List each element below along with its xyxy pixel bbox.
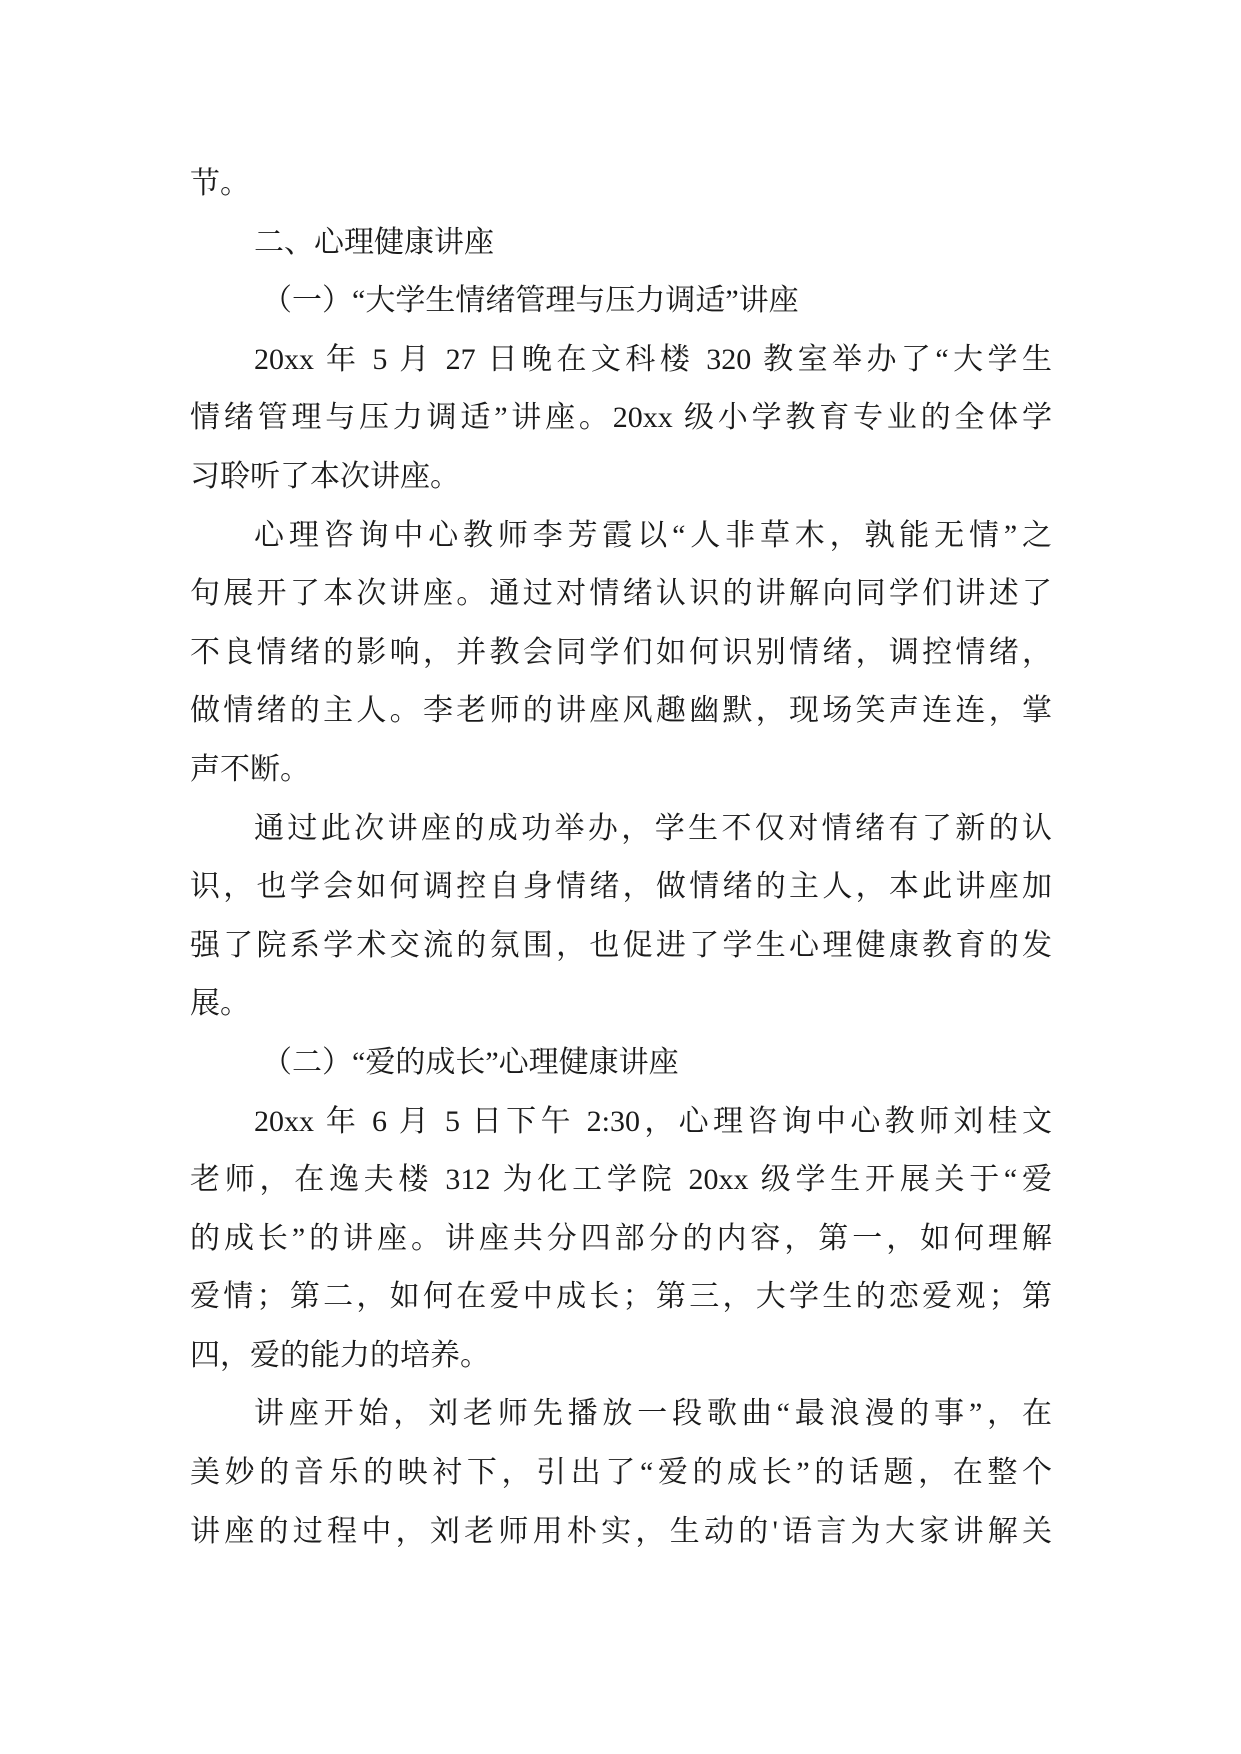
paragraph-line: 爱情；第二，如何在爱中成长；第三，大学生的恋爱观；第 xyxy=(190,1280,1052,1314)
paragraph-line: 习聆听了本次讲座。 xyxy=(190,459,460,493)
paragraph-line: 识，也学会如何调控自身情绪，做情绪的主人，本此讲座加 xyxy=(190,870,1052,904)
paragraph-line: 情绪管理与压力调适”讲座。20xx 级小学教育专业的全体学 xyxy=(190,401,1052,435)
paragraph-line: 句展开了本次讲座。通过对情绪认识的讲解向同学们讲述了 xyxy=(190,577,1052,611)
paragraph-line: 讲座的过程中，刘老师用朴实，生动的'语言为大家讲解关 xyxy=(190,1514,1052,1548)
paragraph-line: 老师，在逸夫楼 312 为化工学院 20xx 级学生开展关于“爱 xyxy=(190,1163,1052,1197)
paragraph-line: 讲座开始，刘老师先播放一段歌曲“最浪漫的事”，在 xyxy=(254,1397,1052,1431)
paragraph-line: 心理咨询中心教师李芳霞以“人非草木，孰能无情”之 xyxy=(254,518,1052,552)
paragraph-line: 20xx 年 6 月 5 日下午 2:30，心理咨询中心教师刘桂文 xyxy=(254,1104,1052,1138)
paragraph-line: 20xx 年 5 月 27 日晚在文科楼 320 教室举办了“大学生 xyxy=(254,342,1052,376)
paragraph-line: 通过此次讲座的成功举办，学生不仅对情绪有了新的认 xyxy=(254,811,1052,845)
paragraph-line: 美妙的音乐的映衬下，引出了“爱的成长”的话题，在整个 xyxy=(190,1456,1052,1490)
paragraph-line: 不良情绪的影响，并教会同学们如何识别情绪，调控情绪， xyxy=(190,635,1052,669)
paragraph-line: 声不断。 xyxy=(190,752,310,786)
subsection-heading: （一）“大学生情绪管理与压力调适”讲座 xyxy=(262,284,799,318)
document-body xyxy=(190,155,1052,1561)
paragraph-line: 展。 xyxy=(190,987,250,1021)
paragraph-line: 强了院系学术交流的氛围，也促进了学生心理健康教育的发 xyxy=(190,928,1052,962)
subsection-heading: （二）“爱的成长”心理健康讲座 xyxy=(262,1045,679,1079)
paragraph-line: 做情绪的主人。李老师的讲座风趣幽默，现场笑声连连，掌 xyxy=(190,694,1052,728)
paragraph-line: 节。 xyxy=(190,167,250,200)
section-heading: 二、心理健康讲座 xyxy=(254,225,494,259)
paragraph-line: 的成长”的讲座。讲座共分四部分的内容，第一，如何理解 xyxy=(190,1221,1052,1255)
paragraph-line: 四，爱的能力的培养。 xyxy=(190,1338,490,1372)
